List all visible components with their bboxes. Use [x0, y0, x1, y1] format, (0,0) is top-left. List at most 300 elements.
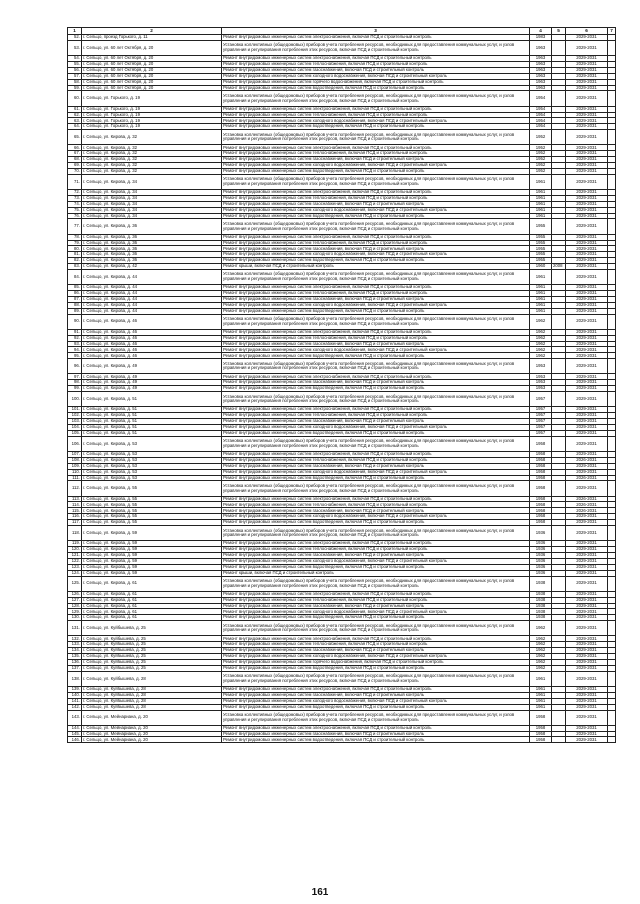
row-address: г. Сельцо, ул. Куйбышева, д. 25	[82, 665, 222, 671]
header-col-6: 6	[566, 28, 608, 35]
row-year-built: 1957	[530, 424, 552, 430]
row-year-built: 1962	[530, 329, 552, 335]
table-header-row	[68, 28, 616, 35]
row-period: 2029-2031	[566, 451, 608, 457]
row-year-built: 1958	[530, 520, 552, 526]
row-work-type: Установка коллективных (общедомовых) приборов учета потребления ресурсов, необходимых для предоставления коммунальных услуг, и узлов управления и регулирования потребления этих ресурсов, включая ПСД и строительный контроль	[222, 481, 530, 496]
row-work-type: Ремонт внутридомовых инженерных систем теплоснабжения, включая ПСД и строительный контроль	[222, 112, 530, 118]
row-year-built: 1936	[530, 547, 552, 553]
row-number: 89.	[68, 308, 82, 314]
row-address: г. Сельцо, ул. Куйбышева, д. 28	[82, 692, 222, 698]
row-year-built: 1952	[530, 130, 552, 145]
row-work-type: Ремонт внутридомовых инженерных систем теплоснабжения, включая ПСД и строительный контроль	[222, 547, 530, 553]
header-col-5: 5	[552, 28, 566, 35]
row-year-built: 1952	[530, 157, 552, 163]
row-work-type: Ремонт внутридомовых инженерных систем электроснабжения, включая ПСД и строительный контроль	[222, 496, 530, 502]
row-year-built: 1958	[530, 481, 552, 496]
row-work-type: Ремонт внутридомовых инженерных систем электроснабжения, включая ПСД и строительный контроль	[222, 374, 530, 380]
row-work-type: Ремонт крыши, включая ПСД и строительный контроль	[222, 570, 530, 576]
row-year-built: 1961	[530, 195, 552, 201]
table-row	[68, 314, 616, 329]
row-address: г. Сельцо, ул. Кирова, д. 61	[82, 591, 222, 597]
row-address: г. Сельцо, ул. Кирова, д. 32	[82, 157, 222, 163]
row-year-built: 1958	[530, 502, 552, 508]
row-period: 2029-2031	[566, 710, 608, 725]
row-address: г. Сельцо, ул. Горького, д. 19	[82, 124, 222, 130]
row-work-type: Ремонт внутридомовых инженерных систем холодного водоснабжения, включая ПСД и строительный контроль	[222, 252, 530, 258]
row-year-built: 1962	[530, 642, 552, 648]
row-work-type: Ремонт внутридомовых инженерных систем теплоснабжения, включая ПСД и строительный контроль	[222, 413, 530, 419]
row-period: 2029-2031	[566, 85, 608, 91]
row-work-type: Установка коллективных (общедомовых) приборов учета потребления ресурсов, необходимых для предоставления коммунальных услуг, и узлов управления и регулирования потребления этих ресурсов, включая ПСД и строительный контроль	[222, 219, 530, 234]
table-row	[68, 174, 616, 189]
row-work-type: Ремонт внутридомовых инженерных систем водоотведения, включая ПСД и строительный контроль	[222, 386, 530, 392]
row-number: 114.	[68, 502, 82, 508]
row-address: г. Сельцо, ул. Горького, д. 19	[82, 106, 222, 112]
row-year-built: 1960	[530, 264, 552, 270]
row-work-type: Ремонт внутридомовых инженерных систем электроснабжения, включая ПСД и строительный контроль	[222, 329, 530, 335]
row-address: г. Сельцо, ул. Кирова, д. 32	[82, 168, 222, 174]
row-year-built: 1961	[530, 308, 552, 314]
row-work-type: Ремонт внутридомовых инженерных систем газоснабжения, включая ПСД и строительный контроль	[222, 296, 530, 302]
row-year-built: 1962	[530, 654, 552, 660]
row-year-built: 1961	[530, 174, 552, 189]
row-address: г. Сельцо, ул. 60 лет Октября, д. 20	[82, 73, 222, 79]
row-number: 74.	[68, 201, 82, 207]
row-address: г. Сельцо, ул. Мейнариана, д. 20	[82, 725, 222, 731]
row-number: 61.	[68, 106, 82, 112]
row-number: 102.	[68, 413, 82, 419]
row-address: г. Сельцо, ул. Кирова, д. 51	[82, 413, 222, 419]
row-period: 2029-2031	[566, 269, 608, 284]
row-period: 2029-2031	[566, 692, 608, 698]
row-year-built: 1961	[530, 207, 552, 213]
row-work-type: Установка коллективных (общедомовых) приборов учета потребления ресурсов, необходимых для предоставления коммунальных услуг, и узлов управления и регулирования потребления этих ресурсов, включая ПСД и строительный контроль	[222, 710, 530, 725]
row-year-built: 1963	[530, 67, 552, 73]
row-number: 91.	[68, 329, 82, 335]
row-work-type: Установка коллективных (общедомовых) приборов учета потребления ресурсов, необходимых для предоставления коммунальных услуг, и узлов управления и регулирования потребления этих ресурсов, включая ПСД и строительный контроль	[222, 359, 530, 374]
row-col-7	[608, 576, 616, 591]
row-number: 110.	[68, 469, 82, 475]
row-work-type: Ремонт внутридомовых инженерных систем холодного водоснабжения, включая ПСД и строительный контроль	[222, 514, 530, 520]
header-col-4: 4	[530, 28, 552, 35]
row-year-built: 1962	[530, 659, 552, 665]
row-year-built: 1955	[530, 246, 552, 252]
row-year-built: 1954	[530, 112, 552, 118]
row-number: 82.	[68, 258, 82, 264]
row-number: 99.	[68, 386, 82, 392]
row-period: 2029-2031	[566, 570, 608, 576]
row-col-5	[552, 481, 566, 496]
row-work-type: Ремонт внутридомовых инженерных систем электроснабжения, включая ПСД и строительный контроль	[222, 106, 530, 112]
row-number: 130.	[68, 615, 82, 621]
row-period: 2029-2031	[566, 541, 608, 547]
row-work-type: Ремонт внутридомовых инженерных систем газоснабжения, включая ПСД и строительный контроль	[222, 341, 530, 347]
row-period: 2029-2031	[566, 168, 608, 174]
row-period: 2029-2031	[566, 430, 608, 436]
row-year-built: 1957	[530, 430, 552, 436]
row-period: 2029-2031	[566, 219, 608, 234]
row-year-built: 1936	[530, 553, 552, 559]
row-work-type: Ремонт внутридомовых инженерных систем водоотведения, включая ПСД и строительный контроль	[222, 168, 530, 174]
row-period: 2029-2031	[566, 654, 608, 660]
row-year-built: 1961	[530, 291, 552, 297]
row-col-5	[552, 174, 566, 189]
row-year-built: 1952	[530, 168, 552, 174]
row-number: 80.	[68, 246, 82, 252]
row-address: г. Сельцо, ул. Кирова, д. 49	[82, 380, 222, 386]
row-address: г. Сельцо, ул. Куйбышева, д. 25	[82, 648, 222, 654]
row-year-built: 1938	[530, 591, 552, 597]
row-work-type: Ремонт внутридомовых инженерных систем газоснабжения, включая ПСД и строительный контроль	[222, 246, 530, 252]
row-col-7	[608, 710, 616, 725]
row-work-type: Ремонт внутридомовых инженерных систем водоотведения, включая ПСД и строительный контроль	[222, 737, 530, 743]
row-work-type: Ремонт внутридомовых инженерных систем теплоснабжения, включая ПСД и строительный контроль	[222, 642, 530, 648]
row-work-type: Ремонт внутридомовых инженерных систем холодного водоснабжения, включая ПСД и строительный контроль	[222, 163, 530, 169]
row-work-type: Установка коллективных (общедомовых) приборов учета потребления ресурсов, необходимых для предоставления коммунальных услуг, и узлов управления и регулирования потребления этих ресурсов, включая ПСД и строительный контроль	[222, 174, 530, 189]
row-address: г. Сельцо, ул. Кирова, д. 59	[82, 553, 222, 559]
row-period: 2029-2031	[566, 285, 608, 291]
row-period: 2029-2031	[566, 424, 608, 430]
row-period: 2029-2031	[566, 564, 608, 570]
row-number: 145.	[68, 731, 82, 737]
row-period: 2029-2031	[566, 481, 608, 496]
row-year-built: 1963	[530, 73, 552, 79]
row-number: 76.	[68, 213, 82, 219]
row-address: г. Сельцо, ул. 60 лет Октября, д. 20	[82, 79, 222, 85]
row-work-type: Ремонт внутридомовых инженерных систем газоснабжения, включая ПСД и строительный контроль	[222, 419, 530, 425]
row-period: 2029-2031	[566, 302, 608, 308]
row-year-built: 1957	[530, 413, 552, 419]
row-address: г. Сельцо, ул. Кирова, д. 61	[82, 615, 222, 621]
row-col-7	[608, 314, 616, 329]
row-period: 2029-2031	[566, 698, 608, 704]
row-address: г. Сельцо, ул. Горького, д. 19	[82, 118, 222, 124]
row-year-built: 1936	[530, 541, 552, 547]
row-col-5	[552, 359, 566, 374]
row-number: 68.	[68, 157, 82, 163]
row-number: 126.	[68, 591, 82, 597]
row-period: 2029-2031	[566, 79, 608, 85]
row-work-type: Ремонт внутридомовых инженерных систем водоотведения, включая ПСД и строительный контроль	[222, 85, 530, 91]
row-year-built: 1958	[530, 731, 552, 737]
row-col-7	[608, 40, 616, 55]
row-number: 116.	[68, 514, 82, 520]
row-year-built: 1962	[530, 636, 552, 642]
row-number: 120.	[68, 547, 82, 553]
row-period: 2026-2031	[566, 502, 608, 508]
row-number: 105.	[68, 430, 82, 436]
row-address: г. Сельцо, ул. Кирова, д. 36	[82, 219, 222, 234]
row-number: 101.	[68, 407, 82, 413]
row-period: 2029-2031	[566, 463, 608, 469]
row-year-built: 1958	[530, 463, 552, 469]
row-number: 121.	[68, 553, 82, 559]
row-number: 81.	[68, 252, 82, 258]
row-number: 93.	[68, 341, 82, 347]
row-address: г. Сельцо, ул. Кирова, д. 53	[82, 469, 222, 475]
row-period: 2029-2031	[566, 335, 608, 341]
row-number: 54.	[68, 56, 82, 62]
row-number: 144.	[68, 725, 82, 731]
row-work-type: Ремонт внутридомовых инженерных систем электроснабжения, включая ПСД и строительный контроль	[222, 725, 530, 731]
row-address: г. Сельцо, ул. Кирова, д. 51	[82, 419, 222, 425]
row-col-7	[608, 481, 616, 496]
row-period: 2029-2031	[566, 145, 608, 151]
row-period: 2029-2031	[566, 67, 608, 73]
row-col-5	[552, 576, 566, 591]
row-address: г. Сельцо, ул. Кирова, д. 34	[82, 213, 222, 219]
row-address: г. Сельцо, ул. Кирова, д. 34	[82, 174, 222, 189]
row-number: 65.	[68, 130, 82, 145]
row-period: 2029-2031	[566, 374, 608, 380]
row-year-built: 1957	[530, 392, 552, 407]
row-number: 131.	[68, 621, 82, 636]
row-work-type: Ремонт внутридомовых инженерных систем газоснабжения, включая ПСД и строительный контроль	[222, 201, 530, 207]
row-number: 55.	[68, 61, 82, 67]
row-year-built: 1961	[530, 671, 552, 686]
row-period: 2029-2031	[566, 686, 608, 692]
row-year-built: 1952	[530, 163, 552, 169]
row-period: 2029-2031	[566, 174, 608, 189]
row-col-5	[552, 737, 566, 743]
row-work-type: Ремонт внутридомовых инженерных систем газоснабжения, включая ПСД и строительный контроль	[222, 603, 530, 609]
row-work-type: Ремонт внутридомовых инженерных систем теплоснабжения, включая ПСД и строительный контроль	[222, 597, 530, 603]
row-period: 2029-2031	[566, 609, 608, 615]
row-number: 66.	[68, 145, 82, 151]
row-address: г. Сельцо, ул. Кирова, д. 42	[82, 264, 222, 270]
row-address: г. Сельцо, ул. Кирова, д. 53	[82, 463, 222, 469]
row-address: г. Сельцо, ул. Кирова, д. 51	[82, 430, 222, 436]
row-work-type: Ремонт внутридомовых инженерных систем холодного водоснабжения, включая ПСД и строительный контроль	[222, 207, 530, 213]
row-work-type: Ремонт внутридомовых инженерных систем холодного водоснабжения, включая ПСД и строительный контроль	[222, 73, 530, 79]
row-year-built: 1961	[530, 692, 552, 698]
row-work-type: Ремонт внутридомовых инженерных систем газоснабжения, включая ПСД и строительный контроль	[222, 463, 530, 469]
row-year-built: 1961	[530, 213, 552, 219]
row-year-built: 1953	[530, 380, 552, 386]
row-number: 119.	[68, 541, 82, 547]
table-row	[68, 621, 616, 636]
row-address: г. Сельцо, ул. Кирова, д. 44	[82, 302, 222, 308]
row-year-built: 1963	[530, 61, 552, 67]
row-address: г. Сельцо, ул. Кирова, д. 61	[82, 603, 222, 609]
row-work-type: Ремонт внутридомовых инженерных систем теплоснабжения, включая ПСД и строительный контроль	[222, 195, 530, 201]
row-address: г. Сельцо, ул. Кирова, д. 46	[82, 329, 222, 335]
row-work-type: Ремонт внутридомовых инженерных систем холодного водоснабжения, включая ПСД и строительный контроль	[222, 424, 530, 430]
row-number: 106.	[68, 436, 82, 451]
row-period: 2029-2031	[566, 725, 608, 731]
header-col-1: 1	[68, 28, 82, 35]
row-period: 2029-2031	[566, 553, 608, 559]
row-work-type: Ремонт внутридомовых инженерных систем электроснабжения, включая ПСД и строительный контроль	[222, 541, 530, 547]
row-work-type: Ремонт внутридомовых инженерных систем теплоснабжения, включая ПСД и строительный контроль	[222, 335, 530, 341]
row-year-built: 1953	[530, 359, 552, 374]
row-address: г. Сельцо, ул. Кирова, д. 61	[82, 597, 222, 603]
row-col-7	[608, 269, 616, 284]
row-address: г. Сельцо, ул. Кирова, д. 49	[82, 386, 222, 392]
table-row	[68, 737, 616, 743]
row-year-built: 1962	[530, 353, 552, 359]
row-year-built: 1952	[530, 145, 552, 151]
row-address: г. Сельцо, ул. Кирова, д. 44	[82, 296, 222, 302]
row-address: г. Сельцо, ул. 60 лет Октября, д. 20	[82, 85, 222, 91]
row-number: 62.	[68, 112, 82, 118]
row-address: г. Сельцо, ул. Куйбышева, д. 28	[82, 686, 222, 692]
row-year-built: 1963	[530, 85, 552, 91]
row-address: г. Сельцо, ул. Кирова, д. 53	[82, 457, 222, 463]
row-number: 140.	[68, 692, 82, 698]
row-period: 2029-2031	[566, 731, 608, 737]
row-address: г. Сельцо, ул. Кирова, д. 34	[82, 195, 222, 201]
table-row	[68, 481, 616, 496]
table-row	[68, 219, 616, 234]
row-number: 128.	[68, 603, 82, 609]
row-work-type: Ремонт внутридомовых инженерных систем газоснабжения, включая ПСД и строительный контроль	[222, 648, 530, 654]
row-work-type: Ремонт внутридомовых инженерных систем холодного водоснабжения, включая ПСД и строительный контроль	[222, 469, 530, 475]
row-year-built: 1961	[530, 296, 552, 302]
row-number: 56.	[68, 67, 82, 73]
row-number: 57.	[68, 73, 82, 79]
row-number: 59.	[68, 85, 82, 91]
table-row	[68, 392, 616, 407]
row-number: 132.	[68, 636, 82, 642]
row-number: 146.	[68, 737, 82, 743]
row-number: 88.	[68, 302, 82, 308]
row-period: 2029-2031	[566, 240, 608, 246]
row-col-7	[608, 436, 616, 451]
row-address: г. Сельцо, ул. Кирова, д. 46	[82, 353, 222, 359]
row-address: г. Сельцо, ул. Кирова, д. 32	[82, 130, 222, 145]
row-address: г. Сельцо, ул. Кирова, д. 51	[82, 392, 222, 407]
row-address: г. Сельцо, ул. Горького, д. 19	[82, 91, 222, 106]
row-year-built: 1958	[530, 436, 552, 451]
table-row	[68, 526, 616, 541]
header-col-3: 3	[222, 28, 530, 35]
row-year-built: 1938	[530, 597, 552, 603]
row-year-built: 1955	[530, 234, 552, 240]
row-work-type: Ремонт внутридомовых инженерных систем холодного водоснабжения, включая ПСД и строительный контроль	[222, 698, 530, 704]
row-work-type: Установка коллективных (общедомовых) приборов учета потребления ресурсов, необходимых для предоставления коммунальных услуг, и узлов управления и регулирования потребления этих ресурсов, включая ПСД и строительный контроль	[222, 392, 530, 407]
row-address: г. Сельцо, ул. Кирова, д. 53	[82, 475, 222, 481]
row-work-type: Установка коллективных (общедомовых) приборов учета потребления ресурсов, необходимых для предоставления коммунальных услуг, и узлов управления и регулирования потребления этих ресурсов, включая ПСД и строительный контроль	[222, 40, 530, 55]
row-year-built: 1955	[530, 252, 552, 258]
row-address: г. Сельцо, ул. Кирова, д. 44	[82, 308, 222, 314]
row-address: г. Сельцо, ул. Кирова, д. 32	[82, 151, 222, 157]
row-number: 64.	[68, 124, 82, 130]
row-address: г. Сельцо, ул. Кирова, д. 55	[82, 520, 222, 526]
row-year-built: 1954	[530, 91, 552, 106]
row-work-type: Ремонт внутридомовых инженерных систем газоснабжения, включая ПСД и строительный контроль	[222, 157, 530, 163]
table-row	[68, 359, 616, 374]
row-number: 73.	[68, 195, 82, 201]
row-period: 2026-2031	[566, 475, 608, 481]
row-number: 70.	[68, 168, 82, 174]
row-number: 98.	[68, 380, 82, 386]
row-number: 53.	[68, 40, 82, 55]
row-period: 2029-2031	[566, 392, 608, 407]
row-period: 2029-2031	[566, 61, 608, 67]
row-year-built: 1958	[530, 457, 552, 463]
row-number: 142.	[68, 704, 82, 710]
row-period: 2029-2031	[566, 35, 608, 41]
row-work-type: Ремонт внутридомовых инженерных систем теплоснабжения, включая ПСД и строительный контроль	[222, 151, 530, 157]
row-number: 143.	[68, 710, 82, 725]
row-year-built: 1938	[530, 603, 552, 609]
row-address: г. Сельцо, ул. Кирова, д. 55	[82, 508, 222, 514]
row-number: 75.	[68, 207, 82, 213]
row-number: 90.	[68, 314, 82, 329]
row-period: 2029-2031	[566, 195, 608, 201]
row-period: 2029-2031	[566, 106, 608, 112]
row-year-built: 1936	[530, 558, 552, 564]
header-col-2: 2	[82, 28, 222, 35]
row-col-5	[552, 392, 566, 407]
row-year-built: 1962	[530, 314, 552, 329]
row-number: 129.	[68, 609, 82, 615]
row-year-built: 1958	[530, 710, 552, 725]
row-number: 138.	[68, 671, 82, 686]
table-row	[68, 576, 616, 591]
row-work-type: Ремонт внутридомовых инженерных систем водоотведения, включая ПСД и строительный контроль	[222, 564, 530, 570]
row-address: г. Сельцо, ул. Куйбышева, д. 28	[82, 704, 222, 710]
row-address: г. Сельцо, ул. Кирова, д. 32	[82, 163, 222, 169]
row-number: 60.	[68, 91, 82, 106]
row-number: 87.	[68, 296, 82, 302]
table-body	[68, 35, 616, 743]
row-year-built: 1958	[530, 496, 552, 502]
row-work-type: Установка коллективных (общедомовых) приборов учета потребления ресурсов, необходимых для предоставления коммунальных услуг, и узлов управления и регулирования потребления этих ресурсов, включая ПСД и строительный контроль	[222, 436, 530, 451]
row-year-built: 1955	[530, 219, 552, 234]
row-number: 113.	[68, 496, 82, 502]
row-address: г. Сельцо, ул. Кирова, д. 36	[82, 240, 222, 246]
row-address: г. Сельцо, ул. Кирова, д. 61	[82, 576, 222, 591]
row-year-built: 1938	[530, 576, 552, 591]
row-year-built: 1963	[530, 79, 552, 85]
row-number: 112.	[68, 481, 82, 496]
row-year-built: 1958	[530, 514, 552, 520]
row-year-built: 1958	[530, 451, 552, 457]
row-period: 2029-2031	[566, 207, 608, 213]
table-row	[68, 269, 616, 284]
row-work-type: Установка коллективных (общедомовых) приборов учета потребления ресурсов, необходимых для предоставления коммунальных услуг, и узлов управления и регулирования потребления этих ресурсов, включая ПСД и строительный контроль	[222, 621, 530, 636]
row-number: 58.	[68, 79, 82, 85]
row-period: 2029-2031	[566, 359, 608, 374]
row-period: 2029-2031	[566, 56, 608, 62]
row-address: г. Сельцо, ул. Кирова, д. 36	[82, 246, 222, 252]
row-period: 2029-2031	[566, 73, 608, 79]
row-work-type: Ремонт внутридомовых инженерных систем газоснабжения, включая ПСД и строительный контроль	[222, 692, 530, 698]
row-address: г. Сельцо, ул. Кирова, д. 46	[82, 347, 222, 353]
row-period: 2029-2031	[566, 576, 608, 591]
row-col-5	[552, 91, 566, 106]
row-col-5	[552, 269, 566, 284]
row-address: г. Сельцо, ул. Кирова, д. 55	[82, 496, 222, 502]
row-number: 127.	[68, 597, 82, 603]
row-col-5	[552, 130, 566, 145]
row-address: г. Сельцо, ул. Кирова, д. 34	[82, 201, 222, 207]
row-address: г. Сельцо, ул. Горького, д. 19	[82, 112, 222, 118]
row-address: г. Сельцо, ул. Куйбышева, д. 25	[82, 636, 222, 642]
row-period: 2029-2031	[566, 436, 608, 451]
row-year-built: 1962	[530, 621, 552, 636]
row-work-type: Установка коллективных (общедомовых) приборов учета потребления ресурсов, необходимых для предоставления коммунальных услуг, и узлов управления и регулирования потребления этих ресурсов, включая ПСД и строительный контроль	[222, 314, 530, 329]
row-address: г. Сельцо, ул. Куйбышева, д. 25	[82, 642, 222, 648]
row-address: г. Сельцо, ул. Мейнариана, д. 20	[82, 710, 222, 725]
row-number: 104.	[68, 424, 82, 430]
row-work-type: Установка коллективных (общедомовых) приборов учета потребления ресурсов, необходимых для предоставления коммунальных услуг, и узлов управления и регулирования потребления этих ресурсов, включая ПСД и строительный контроль	[222, 671, 530, 686]
row-address: г. Сельцо, ул. Кирова, д. 53	[82, 451, 222, 457]
row-number: 94.	[68, 347, 82, 353]
